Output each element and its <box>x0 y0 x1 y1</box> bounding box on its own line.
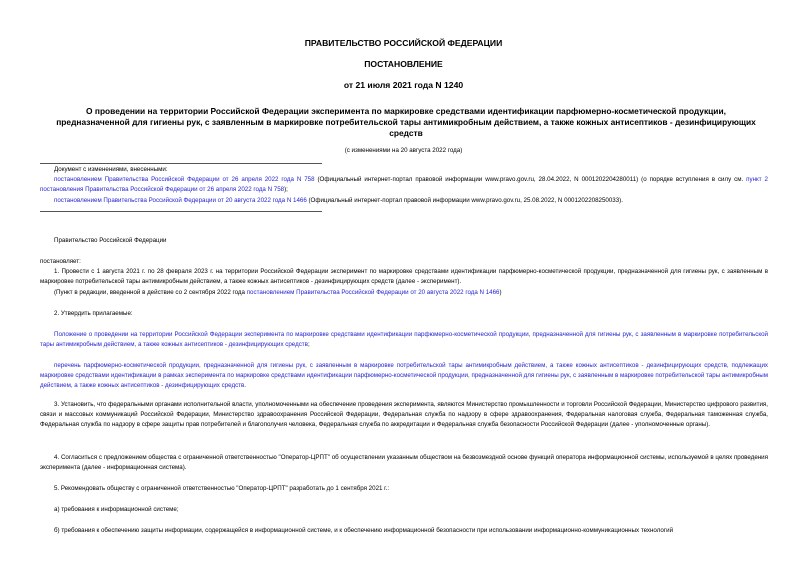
document-title: О проведении на территории Российской Федерации эксперимента по маркировке средствами идентификации парфюмерно-косметической продукции, предназначенной для гигиены рук, с заявленным в маркировке потребительской тары антимикробным действием, а также кожных антисептиков - дезинфицирующих средств <box>56 106 756 138</box>
paragraph-2b <box>40 361 768 391</box>
p2a-end: ; <box>307 341 310 348</box>
p1-note-text: (Пункт в редакции, введенной в действие со 2 сентября 2022 года <box>54 289 247 296</box>
p2b-link[interactable]: перечень парфюмерно-косметической продукции, предназначенной для гигиены рук, с заявленным в маркировке потребительской тары антимикробным действием, а также кожных антисептиков - дезинфицирующих средств, подлежащих маркировке средствами идентификации в рамках эксперимента по маркировке средствами идентификации парфюмерно-косметической продукции, предназначенной для гигиены рук, с заявленным в маркировке потребительской тары антимикробным действием, а также кожных антисептиков - дезинфицирующих средств <box>40 362 768 389</box>
change-1-link[interactable]: постановлением Правительства Российской Федерации от 26 апреля 2022 года N 758 <box>54 176 315 183</box>
paragraph-1: 1. Провести с 1 августа 2021 г. по 28 февраля 2023 г. на территории Российской Федерации эксперимент по маркировке средствами идентификации парфюмерно-косметической продукции, предназначенной для гигиены рук, с заявленным в маркировке потребительской тары антимикробным действием, а также кожных антисептиков - дезинфицирующих средств (далее - эксперимент). <box>40 268 768 285</box>
changes-intro: Документ с изменениями, внесенными: <box>54 166 168 173</box>
change-2 <box>54 196 768 206</box>
change-1-text: (Официальный интернет-портал правовой информации www.pravo.gov.ru, 28.04.2022, N 0001202204280011) (о порядке <box>314 176 673 183</box>
change-1-end: ); <box>284 186 288 193</box>
decides-line: постановляет: <box>40 258 81 265</box>
paragraph-4: 4. Согласиться с предложением общества с ограниченной ответственностью "Оператор-ЦРПТ" об осуществлении указанным обществом на безвозмездной основе функций оператора информационной системы, используемой в целях проведения эксперимента (далее - информационная система). <box>40 454 768 471</box>
paragraph-3: 3. Установить, что федеральными органами исполнительной власти, уполномоченными на обеспечение проведения эксперимента, являются Министерство промышленности и торговли Российской Федерации, Министерство цифрового развития, связи и массовых коммуникаций Российской Федерации, Министерство здравоохранения Российской Федерации, Федеральная служба по надзору в сфере здравоохранения, Федеральная налоговая служба, Федеральная таможенная служба, Федеральная служба по надзору в сфере защиты прав потребителей и благополучия человека, Федеральная служба по аккредитации и Федеральная служба безопасности Российской Федерации (далее - уполномоченные органы). <box>40 401 768 428</box>
paragraph-2: 2. Утвердить прилагаемые: <box>54 310 133 317</box>
p2b-end: . <box>244 382 247 389</box>
p2a-link[interactable]: Положение о проведении на территории Российской Федерации эксперимента по маркировке средствами идентификации парфюмерно-косметической продукции, предназначенной для гигиены рук, с заявленным в маркировке потребительской тары антимикробным действием, а также кожных антисептиков - дезинфицирующих средств <box>40 331 768 348</box>
paragraph-5a: а) требования к информационной системе; <box>54 506 179 513</box>
p1-note-link[interactable]: постановлением Правительства Российской Федерации от 20 августа 2022 года N 1466 <box>246 289 500 296</box>
paragraph-2a <box>40 330 768 350</box>
change-2-text: (Официальный интернет-портал правовой информации www.pravo.gov.ru, 25.08.2022, N 0001202208250033). <box>306 197 623 204</box>
top-rule <box>40 163 322 164</box>
paragraph-5b: б) требования к обеспечению защиты информации, содержащейся в информационной системе, и к обеспечению информационной безопасности при использовании информационно-коммуникационных технологий <box>54 527 674 534</box>
change-1-text2: вступления в силу см. <box>675 176 747 183</box>
paragraph-1-note <box>54 288 768 298</box>
bottom-rule <box>40 211 322 212</box>
date-number-heading: от 21 июля 2021 года N 1240 <box>343 80 464 90</box>
paragraph-5: 5. Рекомендовать обществу с ограниченной ответственностью "Оператор-ЦРПТ" разработать до 1 сентября 2021 г.: <box>54 485 390 492</box>
change-2-link[interactable]: постановлением Правительства Российской Федерации от 20 августа 2022 года N 1466 <box>54 197 307 204</box>
gov-line: Правительство Российской Федерации <box>54 237 167 244</box>
edition-note: (с изменениями на 20 августа 2022 года) <box>344 147 463 154</box>
change-1-link2[interactable]: пункт 2 постановления Правительства Российской Федерации от 26 апреля 2022 года N 758 <box>40 176 768 193</box>
gov-heading: ПРАВИТЕЛЬСТВО РОССИЙСКОЙ ФЕДЕРАЦИИ <box>304 38 503 48</box>
change-1 <box>40 175 768 195</box>
doc-type-heading: ПОСТАНОВЛЕНИЕ <box>364 59 443 69</box>
p1-note-end: ) <box>499 289 502 296</box>
